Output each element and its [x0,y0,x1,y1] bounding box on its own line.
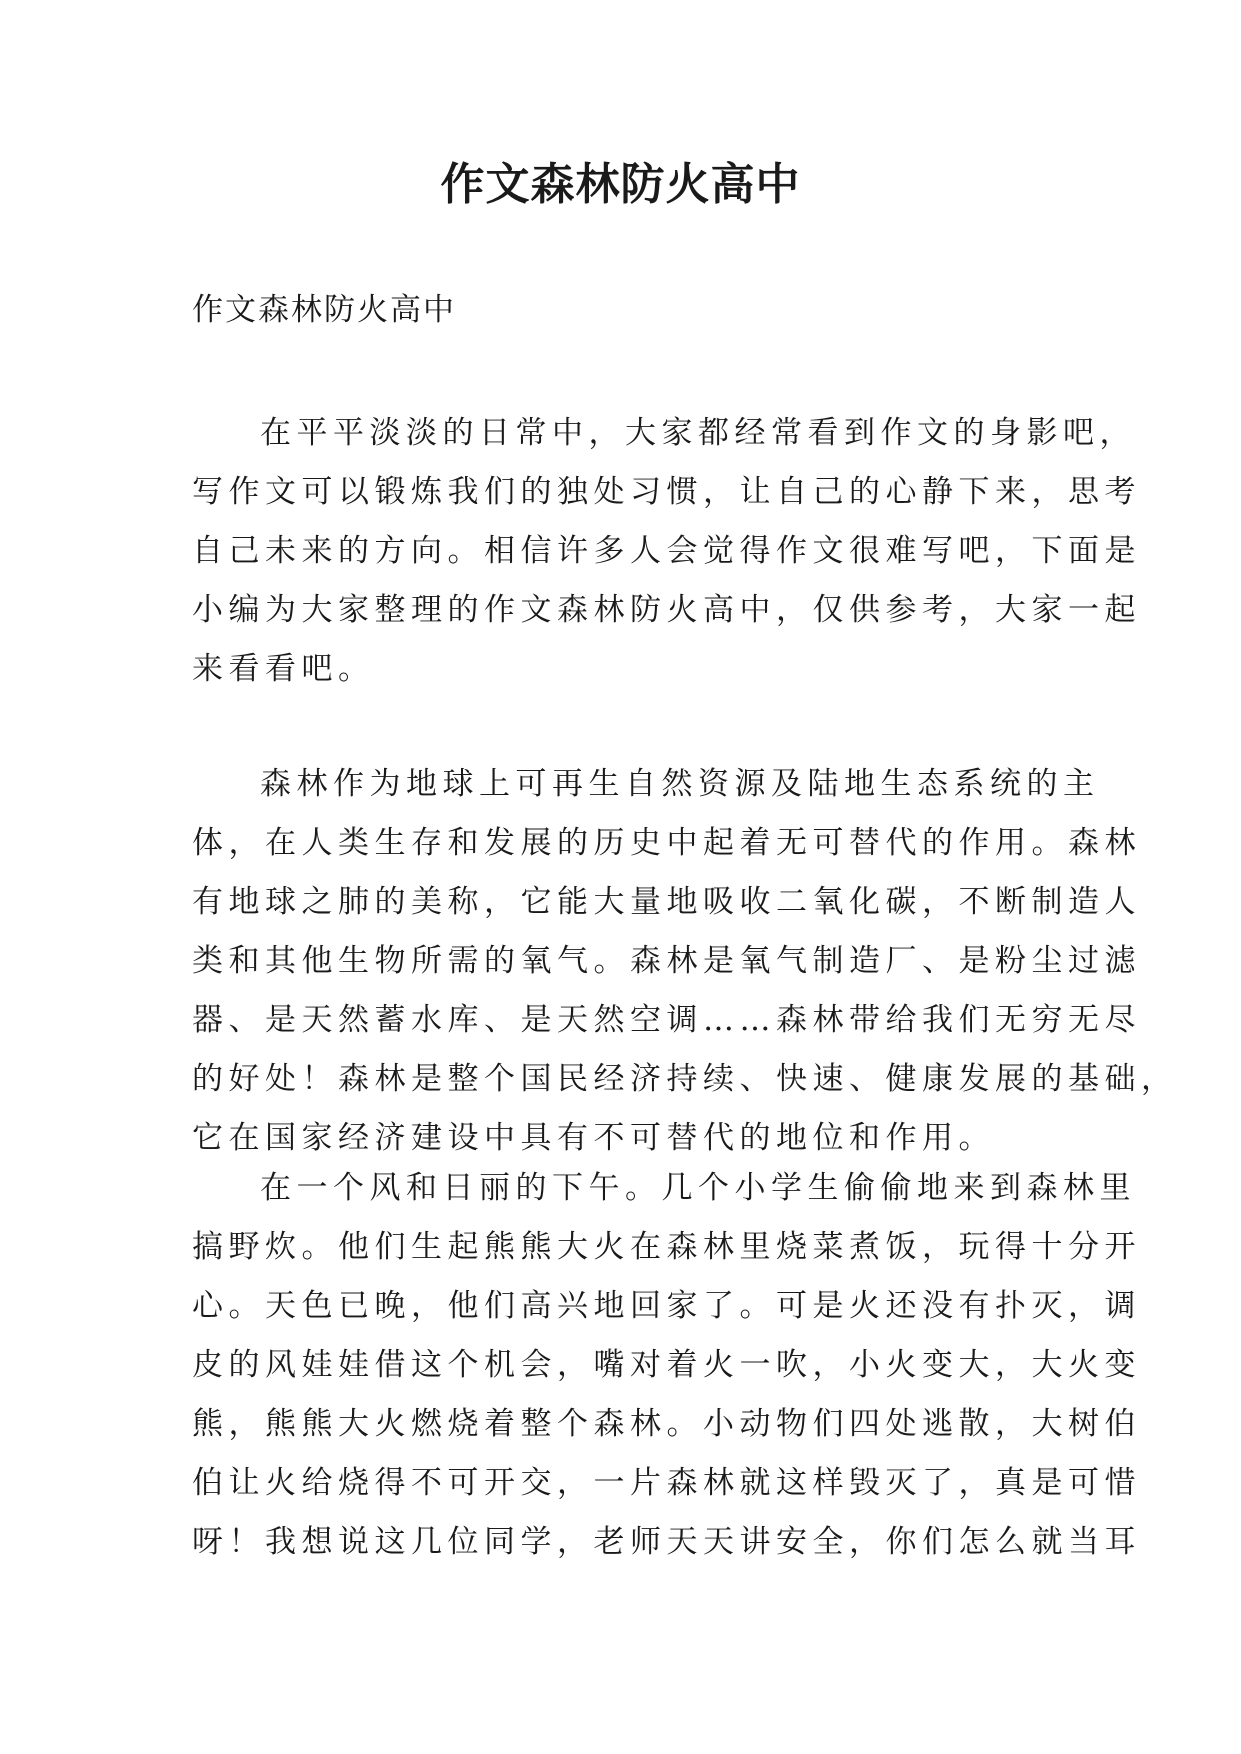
paragraph-fire-story [192,1159,1141,1572]
paragraph-line: 自己未来的方向。相信许多人会觉得作文很难写吧，下面是 [192,533,1141,569]
paragraph-line: 心。天色已晚，他们高兴地回家了。可是火还没有扑灭，调 [192,1288,1141,1324]
paragraph-line: 呀！我想说这几位同学，老师天天讲安全，你们怎么就当耳 [192,1524,1141,1560]
paragraph-line: 在一个风和日丽的下午。几个小学生偷偷地来到森林里 [260,1170,1136,1206]
paragraph-line: 熊，熊熊大火燃烧着整个森林。小动物们四处逃散，大树伯 [192,1406,1141,1442]
paragraph-line: 在平平淡淡的日常中，大家都经常看到作文的身影吧， [260,415,1136,451]
paragraph-line: 皮的风娃娃借这个机会，嘴对着火一吹，小火变大，大火变 [192,1347,1141,1383]
paragraph-line: 有地球之肺的美称，它能大量地吸收二氧化碳，不断制造人 [192,884,1141,920]
paragraph-line: 森林作为地球上可再生自然资源及陆地生态系统的主 [260,766,1100,802]
paragraph-line: 小编为大家整理的作文森林防火高中，仅供参考，大家一起 [192,592,1141,628]
paragraph-line: 写作文可以锻炼我们的独处习惯，让自己的心静下来，思考 [192,474,1141,510]
document-title: 作文森林防火高中 [440,159,801,210]
paragraph-line: 的好处！森林是整个国民经济持续、快速、健康发展的基础， [192,1061,1178,1097]
paragraph-line: 伯让火给烧得不可开交，一片森林就这样毁灭了，真是可惜 [192,1465,1141,1501]
paragraph-line: 搞野炊。他们生起熊熊大火在森林里烧菜煮饭，玩得十分开 [192,1229,1141,1265]
paragraph-intro [192,404,1141,699]
paragraph-line: 类和其他生物所需的氧气。森林是氧气制造厂、是粉尘过滤 [192,943,1141,979]
paragraph-line: 体，在人类生存和发展的历史中起着无可替代的作用。森林 [192,825,1141,861]
document-subtitle: 作文森林防火高中 [192,292,456,328]
paragraph-line: 来看看吧。 [192,651,375,687]
paragraph-line: 它在国家经济建设中具有不可替代的地位和作用。 [192,1120,995,1156]
paragraph-forest-value [192,755,1178,1168]
paragraph-line: 器、是天然蓄水库、是天然空调……森林带给我们无穷无尽 [192,1002,1141,1038]
